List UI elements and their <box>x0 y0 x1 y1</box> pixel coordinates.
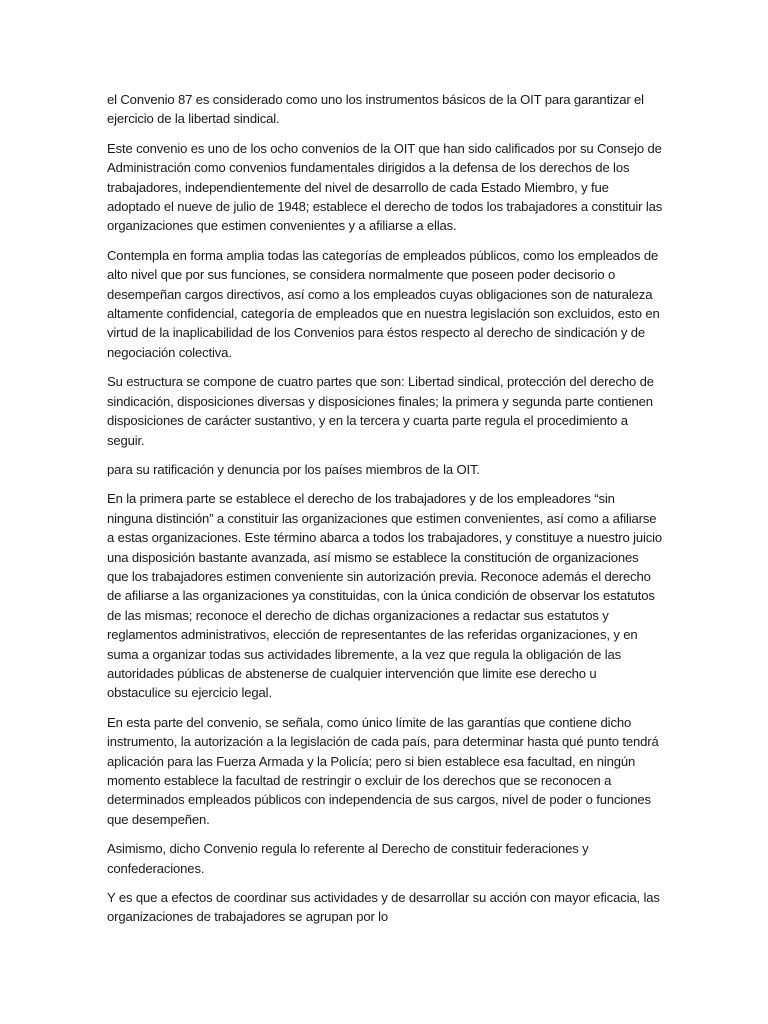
paragraph-3: Contempla en forma amplia todas las categorías de empleados públicos, como los empleados de alto nivel que por sus funciones, se considera normalmente que poseen poder decisorio o desempeñan cargos directivos, así como a los empleados cuyas obligaciones son de naturaleza altamente confidencial, categoría de empleados que en nuestra legislación son excluidos, esto en virtud de la inaplicabilidad de los Convenios para éstos respecto al derecho de sindicación y de negociación colectiva. <box>107 247 660 360</box>
paragraph-2: Este convenio es uno de los ocho convenios de la OIT que han sido calificados por su Consejo de Administración como convenios fundamentales dirigidos a la defensa de los derechos de los trabajadores, independientemente del nivel de desarrollo de cada Estado Miembro, y fue adoptado el nueve de julio de 1948; establece el derecho de todos los trabajadores a constituir las organizaciones que estimen convenientes y a afiliarse a ellas. <box>107 140 663 234</box>
document-page <box>107 90 663 937</box>
paragraph-6: En la primera parte se establece el derecho de los trabajadores y de los empleadores “sin ninguna distinción” a constituir las organizaciones que estimen convenientes, así como a afiliarse a estas organizaciones. Este término abarca a todos los trabajadores, y constituye a nuestro juicio una disposición bastante avanzada, así mismo se establece la constitución de organizaciones que los trabajadores estimen conveniente sin autorización previa. Reconoce además el derecho de afiliarse a las organizaciones ya constituidas, con la única condición de observar los estatutos de las mismas; reconoce el derecho de dichas organizaciones a redactar sus estatutos y reglamentos administrativos, elección de representantes de las referidas organizaciones, y en suma a organizar todas sus actividades libremente, a la vez que regula la obligación de las autoridades públicas de abstenerse de cualquier intervención que limite ese derecho u obstaculice su ejercicio legal. <box>107 491 663 701</box>
paragraph-4: Su estructura se compone de cuatro partes que son: Libertad sindical, protección del derecho de sindicación, disposiciones diversas y disposiciones finales; la primera y segunda parte contienen disposiciones de carácter sustantivo, y en la tercera y cuarta parte regula el procedimiento a seguir. <box>107 374 654 448</box>
paragraph-9: Y es que a efectos de coordinar sus actividades y de desarrollar su acción con mayor eficacia, las organizaciones de trabajadores se agrupan por lo <box>107 890 660 925</box>
paragraph-8: Asimismo, dicho Convenio regula lo referente al Derecho de constituir federaciones y confederaciones. <box>107 841 589 876</box>
paragraph-1: el Convenio 87 es considerado como uno los instrumentos básicos de la OIT para garantizar el ejercicio de la libertad sindical. <box>107 92 644 127</box>
paragraph-7: En esta parte del convenio, se señala, como único límite de las garantías que contiene dicho instrumento, la autorización a la legislación de cada país, para determinar hasta qué punto tendrá aplicación para las Fuerza Armada y la Policía; pero si bien establece esa facultad, en ningún momento establece la facultad de restringir o excluir de los derechos que se reconocen a determinados empleados públicos con independencia de sus cargos, nivel de poder o funciones que desempeñen. <box>107 714 659 827</box>
paragraph-5: para su ratificación y denuncia por los países miembros de la OIT. <box>107 461 480 477</box>
